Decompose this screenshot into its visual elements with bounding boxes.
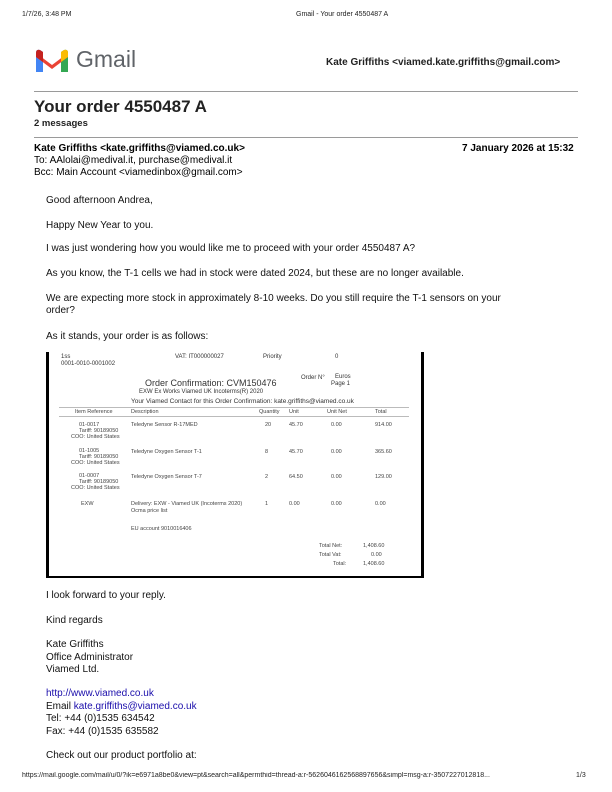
doc-line-desc: Teledyne Oxygen Sensor T-7 bbox=[131, 474, 202, 480]
print-page-number: 1/3 bbox=[576, 772, 586, 779]
doc-total-net-label: Total Net: bbox=[319, 543, 343, 549]
doc-page: Page 1 bbox=[331, 381, 351, 387]
doc-vat: VAT: IT000000027 bbox=[175, 354, 224, 360]
doc-title: Order Confirmation: CVM150476 bbox=[145, 378, 277, 388]
doc-total-vat-label: Total Vat: bbox=[319, 552, 342, 558]
doc-contact-line: Your Viamed Contact for this Order Confirmation: kate.griffiths@viamed.co.uk bbox=[131, 398, 354, 405]
doc-top-left-code: 0001-0010-0001002 bbox=[61, 361, 116, 367]
body-closing: Kind regards bbox=[46, 615, 103, 626]
doc-col-unit: Unit bbox=[289, 409, 299, 415]
signature-name: Kate Griffiths bbox=[46, 639, 104, 650]
doc-total-value: 1,408.60 bbox=[363, 561, 385, 567]
doc-line-qty: 2 bbox=[265, 474, 269, 480]
doc-line-total: 914.00 bbox=[375, 422, 392, 428]
doc-line-ref2: Tariff: 90189050 bbox=[79, 454, 119, 460]
body-paragraph-4-line-2: order? bbox=[46, 305, 75, 316]
doc-line-ref: 01-1005 bbox=[79, 448, 100, 454]
subject-divider bbox=[34, 137, 578, 138]
account-email: Kate Griffiths <viamed.kate.griffiths@gmail.com> bbox=[326, 57, 561, 68]
doc-line-desc: Teledyne Oxygen Sensor T-1 bbox=[131, 449, 202, 455]
doc-line-unit: 64.50 bbox=[289, 474, 303, 480]
doc-line-ref3: COO: United States bbox=[71, 434, 120, 440]
body-paragraph-6: I look forward to your reply. bbox=[46, 590, 166, 601]
body-greeting: Good afternoon Andrea, bbox=[46, 195, 153, 206]
doc-line-unit: 0.00 bbox=[289, 501, 300, 507]
message-bcc: Bcc: Main Account <viamedinbox@gmail.com> bbox=[34, 167, 243, 178]
doc-line-ref: 01-0007 bbox=[79, 473, 100, 479]
doc-priority-value: 0 bbox=[335, 354, 339, 360]
doc-header-rule-2 bbox=[59, 416, 409, 417]
signature-website-link[interactable]: http://www.viamed.co.uk bbox=[46, 688, 154, 699]
doc-line-unit: 45.70 bbox=[289, 422, 303, 428]
signature-email-row bbox=[46, 701, 197, 712]
signature-title: Office Administrator bbox=[46, 652, 134, 663]
doc-exw-line: EXW Ex Works Viamed UK Incoterms(R) 2020 bbox=[139, 389, 264, 395]
doc-order-no-label: Order N° bbox=[301, 375, 325, 381]
portfolio-text: Check out our product portfolio at: bbox=[46, 750, 197, 761]
doc-line-desc: Teledyne Sensor R-17MED bbox=[131, 422, 198, 428]
doc-line-ref3: COO: United States bbox=[71, 460, 120, 466]
gmail-logo-icon bbox=[34, 46, 70, 74]
thread-subject: Your order 4550487 A bbox=[34, 97, 207, 116]
doc-line-qty: 1 bbox=[265, 501, 269, 507]
print-footer-url: https://mail.google.com/mail/u/0/?ik=e6971a8be0&view=pt&search=all&permthid=thread-a:r-5626046162568897656&simpl=msg-a:r-3507227012818... bbox=[22, 772, 490, 779]
doc-line-net: 0.00 bbox=[331, 501, 342, 507]
signature-tel: Tel: +44 (0)1535 634542 bbox=[46, 713, 155, 724]
doc-eu-account: EU account 9010016406 bbox=[131, 526, 192, 532]
doc-top-left: 1ss bbox=[61, 354, 71, 360]
doc-line-unit: 45.70 bbox=[289, 449, 303, 455]
message-count: 2 messages bbox=[34, 118, 88, 129]
body-paragraph-1: Happy New Year to you. bbox=[46, 220, 154, 231]
doc-line-total: 129.00 bbox=[375, 474, 392, 480]
doc-line-ref2: Tariff: 90189050 bbox=[79, 479, 119, 485]
doc-line-net: 0.00 bbox=[331, 449, 342, 455]
doc-col-net: Unit Net bbox=[327, 409, 347, 415]
doc-currency: Euros bbox=[335, 374, 351, 380]
doc-total-vat-value: 0.00 bbox=[371, 552, 382, 558]
message-to: To: AAlolai@medival.it, purchase@medival.it bbox=[34, 155, 233, 166]
header-divider bbox=[34, 91, 578, 92]
doc-col-total: Total bbox=[375, 409, 387, 415]
body-paragraph-3: As you know, the T-1 cells we had in stock were dated 2024, but these are no longer available. bbox=[46, 268, 464, 279]
doc-line-qty: 8 bbox=[265, 449, 269, 455]
signature-email-link[interactable]: kate.griffiths@viamed.co.uk bbox=[73, 701, 197, 712]
doc-line-qty: 20 bbox=[265, 422, 272, 428]
message-from: Kate Griffiths <kate.griffiths@viamed.co.uk> bbox=[34, 143, 245, 154]
doc-line-ref: EXW bbox=[81, 501, 94, 507]
gmail-wordmark: Gmail bbox=[76, 46, 137, 72]
doc-col-desc: Description bbox=[131, 409, 159, 415]
print-datetime: 1/7/26, 3:48 PM bbox=[22, 11, 72, 18]
doc-line-total: 0.00 bbox=[375, 501, 386, 507]
doc-line-total: 365.60 bbox=[375, 449, 392, 455]
doc-line-ref: 01-0017 bbox=[79, 422, 100, 428]
doc-total-net-value: 1,408.60 bbox=[363, 543, 385, 549]
body-paragraph-4-line-1: We are expecting more stock in approximately 8-10 weeks. Do you still require the T-1 sensors on your bbox=[46, 293, 501, 304]
doc-line-ref2: Tariff: 90189050 bbox=[79, 428, 119, 434]
print-title: Gmail - Your order 4550487 A bbox=[296, 11, 389, 18]
doc-line-desc: Delivery: EXW - Viamed UK (Incoterms 2020) bbox=[131, 501, 243, 507]
doc-col-ref: Item Reference bbox=[75, 409, 113, 415]
doc-priority-label: Priority bbox=[263, 354, 282, 360]
message-date: 7 January 2026 at 15:32 bbox=[462, 143, 574, 154]
doc-total-label: Total: bbox=[333, 561, 347, 567]
doc-header-rule bbox=[59, 407, 409, 408]
order-confirmation-image bbox=[46, 352, 424, 578]
doc-notes: Ocma price list bbox=[131, 508, 168, 514]
doc-line-ref3: COO: United States bbox=[71, 485, 120, 491]
body-paragraph-5: As it stands, your order is as follows: bbox=[46, 331, 209, 342]
signature-email-label: Email bbox=[46, 701, 72, 712]
body-paragraph-2: I was just wondering how you would like me to proceed with your order 4550487 A? bbox=[46, 243, 416, 254]
doc-col-qty: Quantity bbox=[259, 409, 280, 415]
signature-company: Viamed Ltd. bbox=[46, 664, 100, 675]
signature-fax: Fax: +44 (0)1535 635582 bbox=[46, 726, 159, 737]
doc-line-net: 0.00 bbox=[331, 422, 342, 428]
doc-line-net: 0.00 bbox=[331, 474, 342, 480]
